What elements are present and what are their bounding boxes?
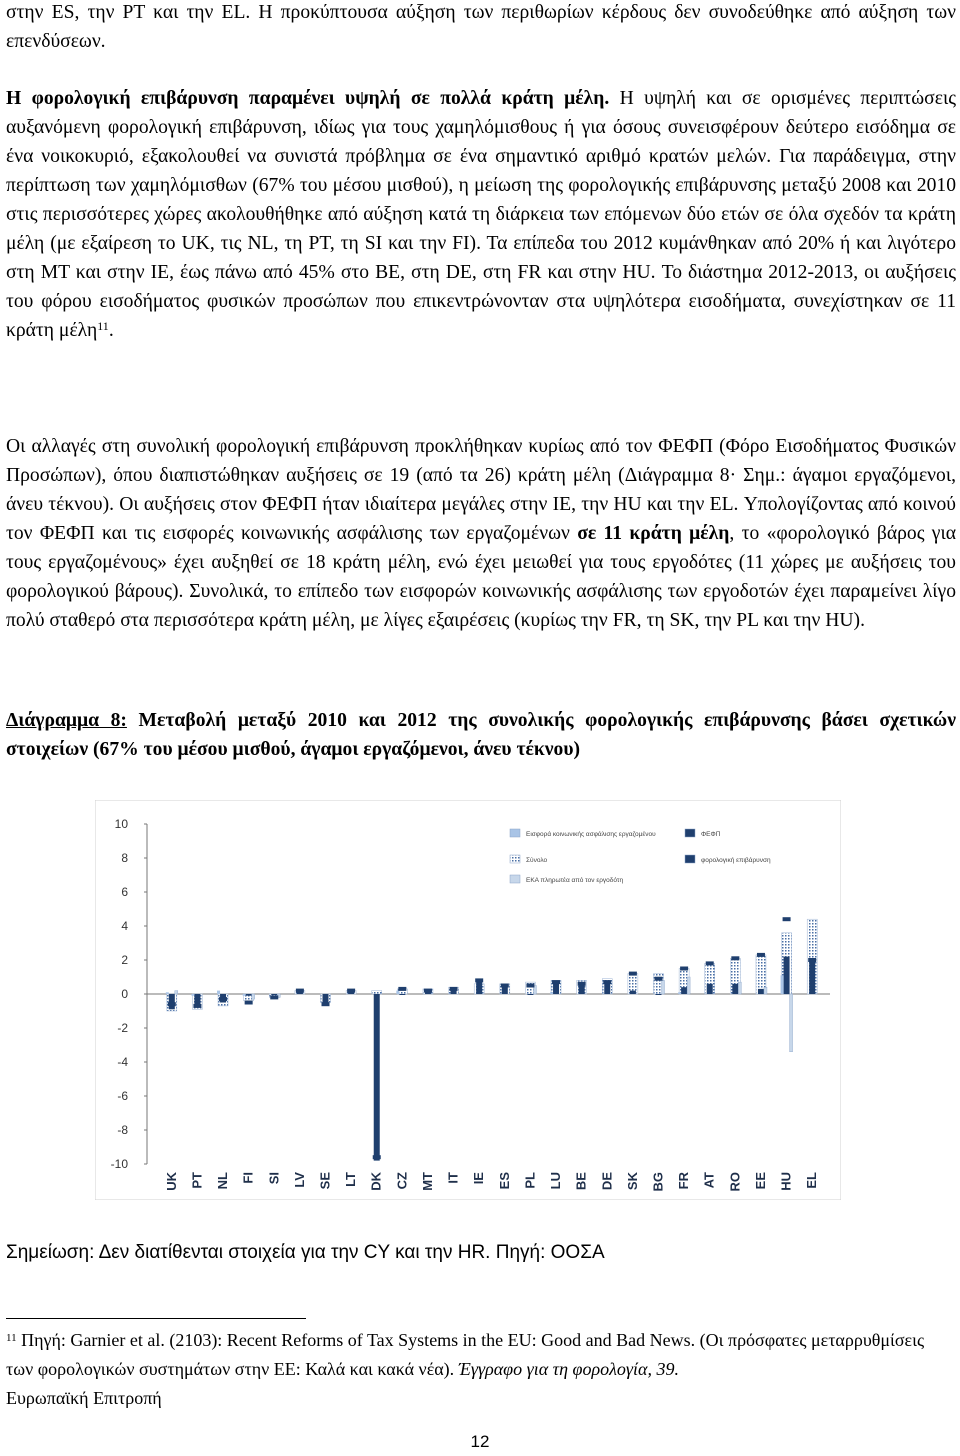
marker-tax-wedge xyxy=(629,972,637,976)
footnote-text: Πηγή: Garnier et al. (2103): Recent Reforms of Tax Systems in the EU: Good and Bad News. (Οι πρόσφατες μεταρρυθμίσεις των φορολογικών συστημάτων στην ΕΕ: Καλά και κακά νέα). xyxy=(6,1330,925,1379)
bar-employee-ssc xyxy=(396,991,399,994)
bar-pit xyxy=(809,960,815,994)
chart-note xyxy=(6,1240,605,1266)
marker-tax-wedge xyxy=(168,1002,176,1006)
marker-tax-wedge xyxy=(655,977,663,981)
footnote-italic: Έγγραφο για τη φορολογία, 39. xyxy=(458,1359,679,1379)
marker-tax-wedge xyxy=(373,1155,381,1159)
bar-employee-ssc xyxy=(550,992,553,994)
legend-swatch xyxy=(685,829,695,837)
marker-tax-wedge xyxy=(578,982,586,986)
bar-employer-ssc xyxy=(252,994,255,999)
bar-pit xyxy=(758,989,764,994)
bar-employer-ssc xyxy=(175,991,178,994)
x-tick-label: PT xyxy=(189,1172,205,1189)
marker-tax-wedge xyxy=(526,984,534,988)
footnote-publisher: Ευρωπαϊκή Επιτροπή xyxy=(6,1388,162,1408)
bar-pit xyxy=(476,980,482,994)
bar-pit xyxy=(246,994,252,996)
footnote xyxy=(6,1326,946,1413)
bar-pit xyxy=(630,991,636,994)
bar-pit xyxy=(169,994,175,1009)
tax-burden-paragraph xyxy=(6,84,956,345)
chart-svg xyxy=(95,800,841,1200)
marker-tax-wedge xyxy=(501,984,509,988)
x-tick-label: IE xyxy=(471,1172,487,1185)
marker-tax-wedge xyxy=(783,917,791,921)
bar-employee-ssc xyxy=(166,992,169,994)
bar-pit xyxy=(374,994,380,1161)
marker-tax-wedge xyxy=(322,1002,330,1006)
legend-swatch xyxy=(510,875,520,883)
y-tick-label: -6 xyxy=(117,1089,128,1103)
y-tick-label: -2 xyxy=(117,1021,128,1035)
y-tick-label: -4 xyxy=(117,1055,128,1069)
bar-pit xyxy=(271,994,277,995)
x-tick-label: PL xyxy=(522,1172,538,1189)
x-tick-label: SK xyxy=(624,1172,640,1191)
footnote-number: 11 xyxy=(6,1332,17,1344)
x-tick-label: BE xyxy=(573,1172,589,1191)
marker-tax-wedge xyxy=(603,980,611,984)
x-tick-label: LU xyxy=(548,1172,564,1190)
bar-employee-ssc xyxy=(781,975,784,994)
marker-tax-wedge xyxy=(424,989,432,993)
marker-tax-wedge xyxy=(219,997,227,1001)
changes-text-a: Οι αλλαγές στη συνολική φορολογική επιβάρυνση προκλήθηκαν κυρίως από τον ΦΕΦΠ (Φόρο Εισοδήματος Φυσικών Προσώπων), όπου διαπιστώθηκαν αυξήσεις σε 19 (από τα 26) κράτη μέλη (Διάγραμμα 8· Σημ.: άγαμοι εργαζόμενοι, άνευ τέκνου). Οι αυξήσεις στον ΦΕΦΠ ήταν ιδιαίτερα μεγάλες στην IE, την HU και την EL. Υπολογίζοντας από κοινού τον ΦΕΦΠ και τις εισφορές κοινωνικής ασφάλισης των εργαζομένων xyxy=(6,436,956,544)
tax-burden-chart xyxy=(95,800,841,1200)
bar-employee-ssc xyxy=(191,994,194,996)
x-tick-label: DE xyxy=(599,1172,615,1191)
marker-tax-wedge xyxy=(193,1004,201,1008)
y-tick-label: 0 xyxy=(121,987,128,1001)
marker-tax-wedge xyxy=(757,953,765,957)
page-number: 12 xyxy=(470,1432,490,1451)
section-heading: Η φορολογική επιβάρυνση παραμένει υψηλή σε πολλά κράτη μέλη. xyxy=(6,88,610,109)
bar-pit xyxy=(707,984,713,994)
x-tick-label: MT xyxy=(419,1172,435,1191)
marker-tax-wedge xyxy=(398,987,406,991)
bar-employer-ssc xyxy=(790,994,793,1052)
legend-swatch xyxy=(685,855,695,863)
marker-tax-wedge xyxy=(731,956,739,960)
x-tick-label: SE xyxy=(317,1172,333,1190)
legend-label: ΦΕΦΠ xyxy=(701,831,721,838)
legend-label: ΕΚΑ πληρωτέα από τον εργοδότη xyxy=(526,877,624,884)
y-tick-label: 4 xyxy=(121,919,128,933)
bar-employer-ssc xyxy=(687,977,690,994)
footnote-reference[interactable]: 11 xyxy=(97,319,109,333)
marker-tax-wedge xyxy=(808,958,816,962)
changes-text-b: , το «φορολογικό βάρος για τους εργαζομένους» έχει αυξηθεί σε 18 κράτη μέλη, ενώ έχει μειωθεί για τους εργοδότες (11 χώρες με αυξήσεις του φορολογικού βάρους). Συνολικά, το επίπεδο των εισφορών κοινωνικής ασφάλισης των εργοδοτών έχει παραμείνει λίγο πολύ σταθερό στα περισσότερα κράτη μέλη, με λίγες εξαιρέσεις (κυρίως την FR, τη SK, την PL και την HU). xyxy=(6,523,956,631)
legend-label: Σύνολο xyxy=(526,857,548,864)
legend-label: Εισφορά κοινωνικής ασφάλισης εργαζομένου xyxy=(526,831,656,838)
marker-tax-wedge xyxy=(475,978,483,982)
y-tick-label: 8 xyxy=(121,851,128,865)
x-tick-label: LT xyxy=(343,1172,359,1187)
x-tick-label: FR xyxy=(676,1172,692,1190)
bar-total xyxy=(372,991,382,994)
bar-employee-ssc xyxy=(678,992,681,994)
marker-tax-wedge xyxy=(270,995,278,999)
tax-burden-text: Η υψηλή και σε ορισμένες περιπτώσεις αυξανόμενη φορολογική επιβάρυνση, ιδίως για τους χαμηλόμισθους ή για όσους συνεισφέρουν δεύτερο εισόδημα σε ένα νοικοκυριό, εξακολουθεί να συνιστά πρόβλημα σε ένα σημαντικό αριθμό κρατών μελών. Για παράδειγμα, στην περίπτωση των χαμηλόμισθων (67% του μέσου μισθού), η μείωση της φορολογικής επιβάρυνσης μεταξύ 2008 και 2010 στις περισσότερες χώρες ακολουθήθηκε από αύξηση κατά τη διάρκεια των επόμενων δύο ετών σε όλα σχεδόν τα κράτη μέλη (με εξαίρεση το UK, τις NL, τη PT, τη SI και την FI). Τα επίπεδα του 2012 κυμάνθηκαν από 20% ή και λιγότερο στη MT και στην IE, έως πάνω από 45% στο BE, στη DE, στη FR και στην HU. Το διάστημα 2012-2013, οι αυξήσεις του φόρου εισοδήματος φυσικών προσώπων που επικεντρώνονταν στα υψηλότερα εισοδήματα, συνεχίστηκαν σε 11 κράτη μέλη xyxy=(6,88,957,341)
x-tick-label: NL xyxy=(215,1172,231,1190)
intro-paragraph xyxy=(6,0,956,56)
x-tick-label: EL xyxy=(804,1172,820,1189)
tax-burden-tail: . xyxy=(108,320,114,341)
bar-pit xyxy=(399,994,405,995)
y-tick-label: 10 xyxy=(114,817,128,831)
figure-label: Διάγραμμα 8: xyxy=(6,710,127,731)
marker-tax-wedge xyxy=(680,967,688,971)
changes-paragraph xyxy=(6,432,956,635)
x-tick-label: ES xyxy=(496,1172,512,1190)
bar-pit xyxy=(579,986,585,995)
x-tick-label: LV xyxy=(291,1172,307,1188)
marker-tax-wedge xyxy=(347,989,355,993)
y-tick-label: 6 xyxy=(121,885,128,899)
x-tick-label: AT xyxy=(701,1172,717,1189)
figure-title: Μεταβολή μεταξύ 2010 και 2012 της συνολικής φορολογικής επιβάρυνσης βάσει σχετικών στοιχείων (67% του μέσου μισθού, άγαμοι εργαζόμενοι, άνευ τέκνου) xyxy=(6,710,956,760)
bar-pit xyxy=(527,994,533,995)
y-tick-label: 2 xyxy=(121,953,128,967)
bar-pit xyxy=(732,984,738,994)
marker-tax-wedge xyxy=(450,987,458,991)
x-tick-label: IT xyxy=(445,1172,461,1184)
marker-tax-wedge xyxy=(552,980,560,984)
bar-employee-ssc xyxy=(243,994,246,996)
x-tick-label: BG xyxy=(650,1172,666,1192)
y-tick-label: -10 xyxy=(110,1157,128,1171)
figure-caption xyxy=(6,706,956,764)
x-tick-label: CZ xyxy=(394,1172,410,1190)
marker-tax-wedge xyxy=(706,961,714,965)
legend-swatch xyxy=(510,855,520,863)
x-tick-label: SI xyxy=(266,1172,282,1185)
legend-label: φορολογική επιβάρυνση xyxy=(701,857,771,864)
footnote-separator xyxy=(6,1318,306,1319)
x-tick-label: UK xyxy=(163,1172,179,1191)
bar-employer-ssc xyxy=(662,980,665,994)
x-tick-label: HU xyxy=(778,1172,794,1191)
changes-bold: σε 11 κράτη μέλη xyxy=(577,523,730,544)
marker-tax-wedge xyxy=(296,989,304,993)
x-tick-label: DK xyxy=(368,1172,384,1191)
legend-swatch xyxy=(510,829,520,837)
note-text: Σημείωση: Δεν διατίθενται στοιχεία για την CY και την HR. Πηγή: ΟΟΣΑ xyxy=(6,1242,605,1263)
y-tick-label: -8 xyxy=(117,1123,128,1137)
bar-pit xyxy=(656,994,662,995)
intro-text: στην ES, την PT και την EL. Η προκύπτουσα αύξηση των περιθωρίων κέρδους δεν συνοδεύθηκε από αύξηση των επενδύσεων. xyxy=(6,2,956,52)
bar-employer-ssc xyxy=(738,982,741,994)
marker-tax-wedge xyxy=(245,1001,253,1005)
x-tick-label: RO xyxy=(727,1172,743,1192)
bar-pit xyxy=(681,987,687,994)
bar-employer-ssc xyxy=(764,987,767,994)
x-tick-label: EE xyxy=(752,1172,768,1190)
bar-pit xyxy=(553,984,559,994)
bar-employee-ssc xyxy=(217,991,220,994)
x-tick-label: FI xyxy=(240,1172,256,1184)
bar-pit xyxy=(784,957,790,994)
